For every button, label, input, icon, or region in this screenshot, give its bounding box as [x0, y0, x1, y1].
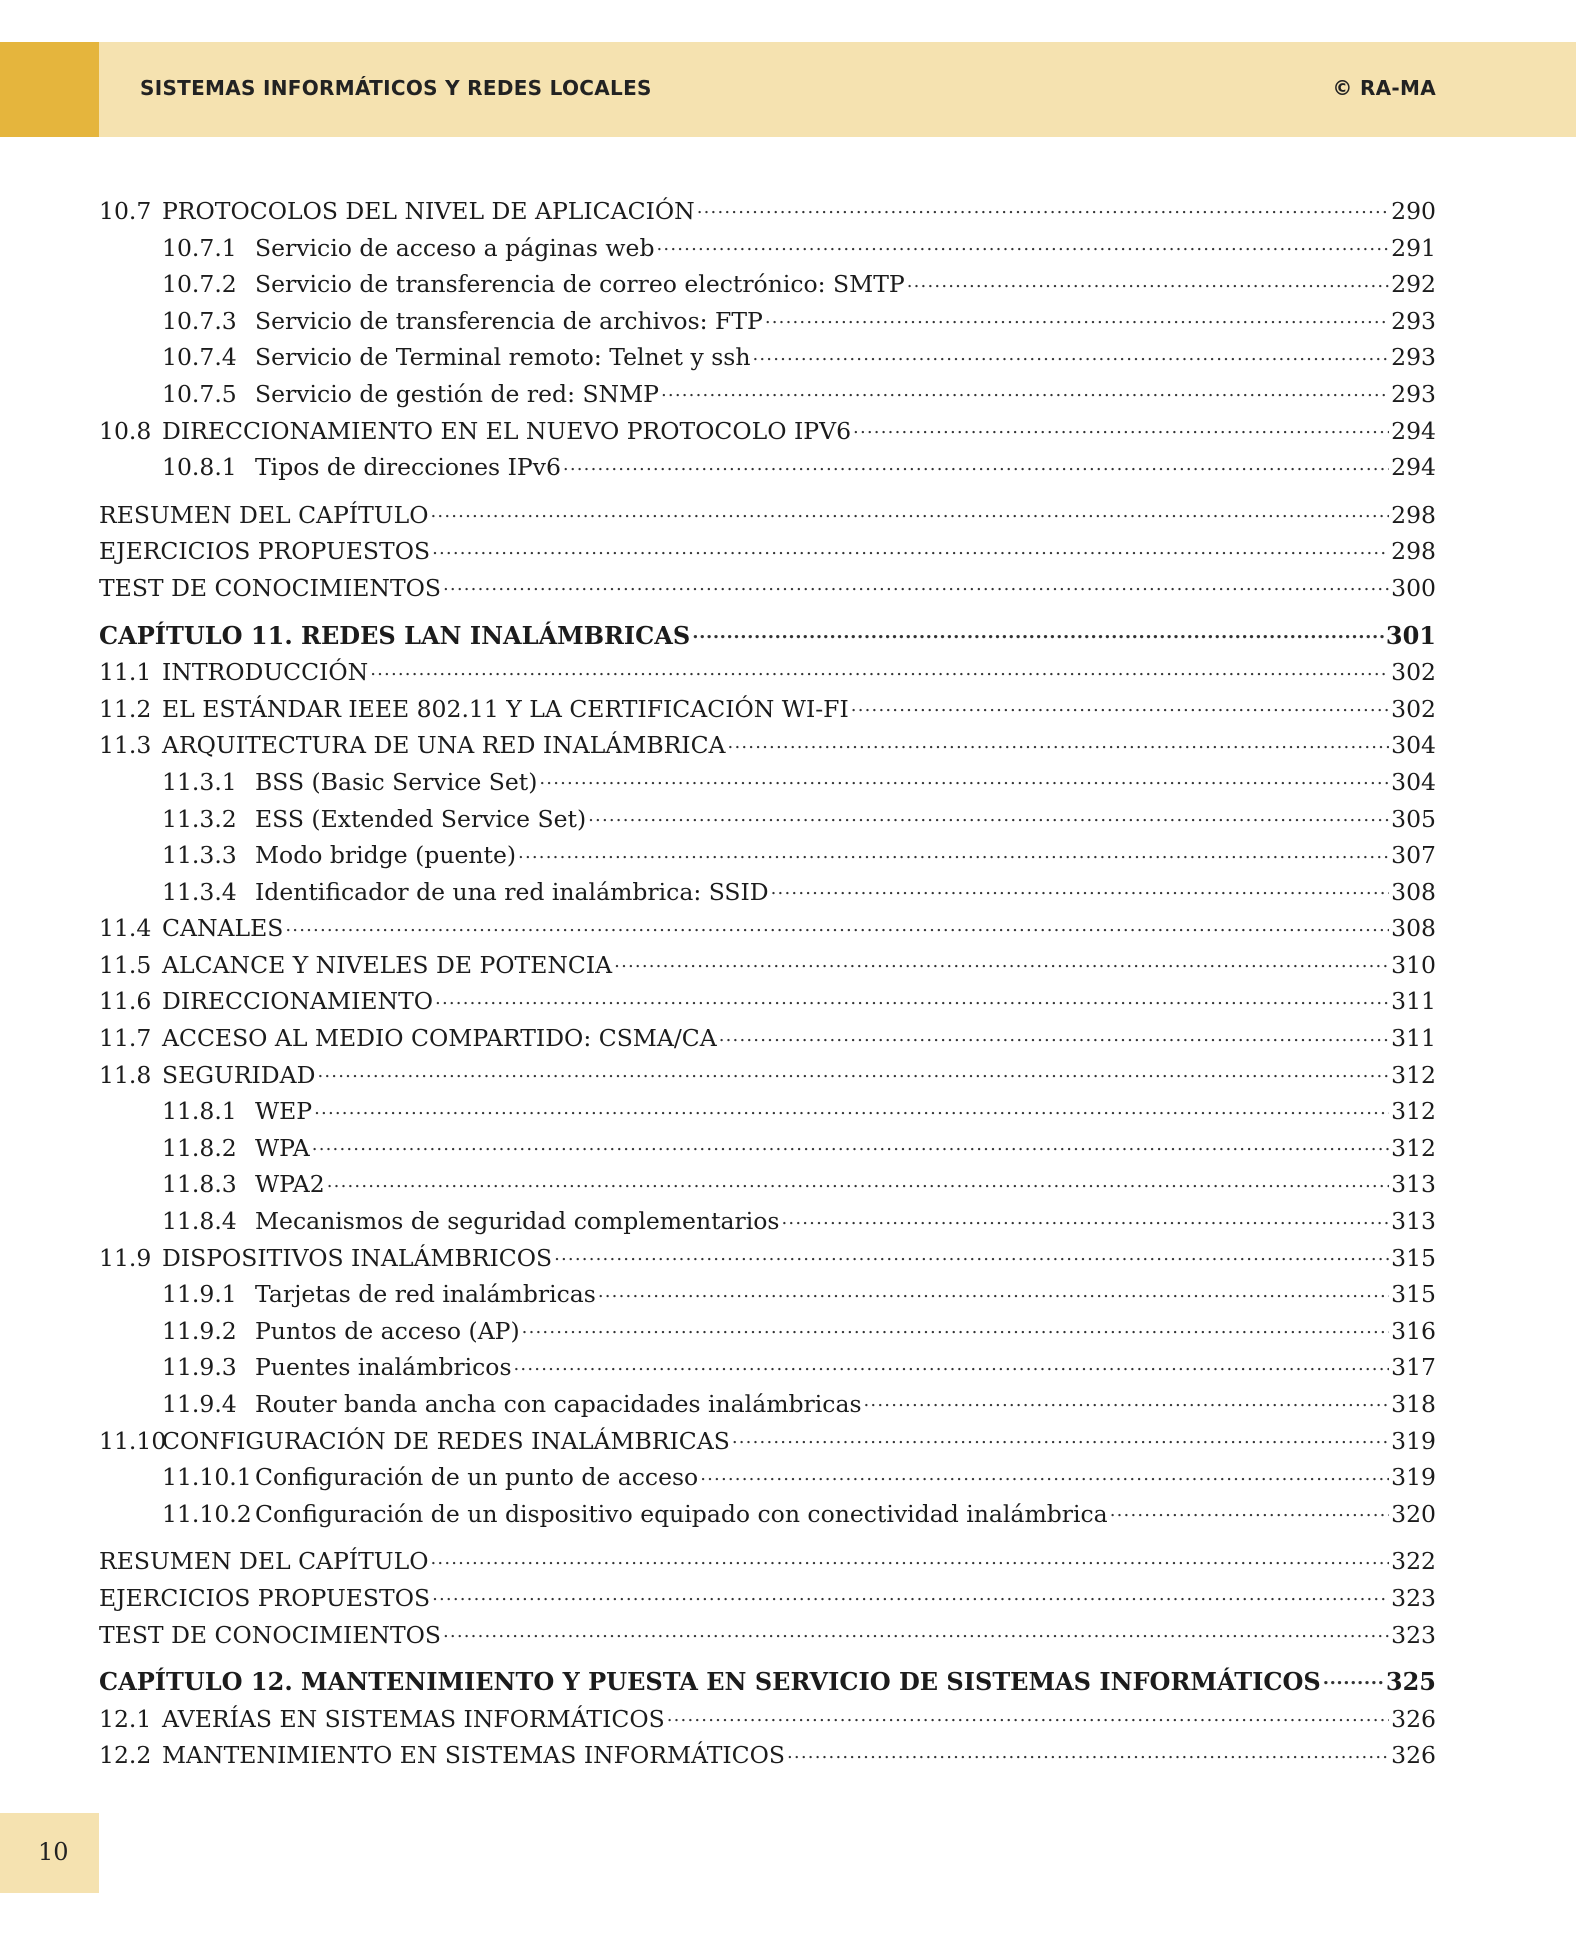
- toc-entry-title: Servicio de transferencia de archivos: FTP: [255, 306, 763, 335]
- toc-entry-page: 316: [1391, 1316, 1436, 1345]
- toc-entry-title: Router banda ancha con capacidades inalámbricas: [255, 1390, 862, 1418]
- toc-entry-title: EJERCICIOS PROPUESTOS: [99, 537, 431, 566]
- dot-leader: [432, 536, 1389, 560]
- toc-entry-title: Tipos de direcciones IPv6: [255, 453, 561, 482]
- toc-entry-title: Tarjetas de red inalámbricas: [255, 1280, 596, 1309]
- toc-entry[interactable]: [99, 1701, 1436, 1738]
- dot-leader: [787, 1740, 1389, 1764]
- toc-entry-page: 323: [1391, 1583, 1436, 1612]
- toc-entry-title: RESUMEN DEL CAPÍTULO: [99, 500, 429, 529]
- toc-entry-page: 298: [1391, 537, 1436, 566]
- toc-entry[interactable]: [99, 1617, 1436, 1654]
- toc-entry-number: 11.8.2: [162, 1133, 237, 1162]
- header-accent-tab: [0, 42, 99, 137]
- toc-entry-title: BSS (Basic Service Set): [255, 767, 538, 796]
- toc-entry-page: 315: [1391, 1243, 1436, 1272]
- toc-entry-title: MANTENIMIENTO EN SISTEMAS INFORMÁTICOS: [162, 1741, 786, 1770]
- toc-entry[interactable]: [99, 1276, 1436, 1313]
- toc-chapter-entry[interactable]: [99, 618, 1436, 655]
- toc-entry[interactable]: [99, 947, 1436, 984]
- toc-entry-page: 319: [1391, 1463, 1436, 1492]
- toc-entry[interactable]: [99, 1580, 1436, 1617]
- toc-entry[interactable]: [99, 1496, 1436, 1533]
- toc-entry-number: 11.1: [99, 658, 152, 687]
- toc-entry-number: 11.7: [99, 1024, 152, 1053]
- toc-entry-page: 320: [1391, 1499, 1436, 1528]
- toc-entry[interactable]: [99, 764, 1436, 801]
- dot-leader: [327, 1169, 1389, 1193]
- toc-entry-number: 11.3: [99, 731, 152, 760]
- toc-entry-title: Servicio de acceso a páginas web: [255, 233, 655, 262]
- toc-entry-title: INTRODUCCIÓN: [162, 658, 369, 687]
- dot-leader: [667, 1703, 1389, 1727]
- dot-leader: [853, 415, 1389, 439]
- toc-entry-number: 11.5: [99, 950, 152, 979]
- toc-entry[interactable]: [99, 497, 1436, 534]
- toc-entry-page: 312: [1391, 1060, 1436, 1089]
- toc-entry-title: RESUMEN DEL CAPÍTULO: [99, 1547, 429, 1576]
- toc-entry[interactable]: [99, 1543, 1436, 1580]
- toc-entry-title: Servicio de gestión de red: SNMP: [255, 379, 659, 408]
- toc-entry-title: EJERCICIOS PROPUESTOS: [99, 1583, 431, 1612]
- toc-entry-title: TEST DE CONOCIMIENTOS: [99, 1620, 441, 1649]
- toc-entry-title: DISPOSITIVOS INALÁMBRICOS: [162, 1243, 553, 1272]
- dot-leader: [752, 342, 1389, 366]
- toc-entry-number: 11.8.4: [162, 1207, 237, 1236]
- toc-entry-number: 10.7.2: [162, 270, 237, 299]
- toc-entry-page: 319: [1391, 1426, 1436, 1455]
- dot-leader: [782, 1206, 1390, 1230]
- toc-entry-page: 301: [1385, 620, 1436, 650]
- dot-leader: [907, 269, 1389, 293]
- toc-entry-page: 290: [1391, 197, 1436, 225]
- dot-leader: [443, 572, 1389, 596]
- toc-entry-title: DIRECCIONAMIENTO: [162, 987, 434, 1016]
- toc-entry[interactable]: [99, 691, 1436, 728]
- toc-entry-title: Puentes inalámbricos: [255, 1353, 512, 1382]
- toc-entry-title: WPA: [255, 1133, 310, 1162]
- toc-entry-page: 294: [1391, 453, 1436, 482]
- toc-entry[interactable]: [99, 376, 1436, 413]
- toc-entry-number: 11.3.2: [162, 804, 237, 833]
- toc-entry[interactable]: [99, 193, 1436, 230]
- toc-entry-number: 11.8.1: [162, 1097, 237, 1126]
- dot-leader: [370, 657, 1389, 681]
- toc-entry[interactable]: [99, 266, 1436, 303]
- toc-entry[interactable]: [99, 1313, 1436, 1350]
- dot-leader: [430, 499, 1389, 523]
- toc-entry-number: 11.9.1: [162, 1280, 237, 1309]
- toc-entry-page: 326: [1391, 1704, 1436, 1733]
- toc-entry-title: CAPÍTULO 12. MANTENIMIENTO Y PUESTA EN SERVICIO DE SISTEMAS INFORMÁTICOS: [99, 1667, 1321, 1697]
- running-header-title: SISTEMAS INFORMÁTICOS Y REDES LOCALES: [140, 76, 652, 100]
- toc-entry[interactable]: [99, 837, 1436, 874]
- toc-entry-number: 10.7: [99, 197, 152, 225]
- table-of-contents: [99, 193, 1436, 1774]
- toc-entry-title: Modo bridge (puente): [255, 841, 517, 870]
- toc-entry-page: 293: [1391, 379, 1436, 408]
- dot-leader: [728, 730, 1390, 754]
- dot-leader: [588, 803, 1389, 827]
- toc-entry[interactable]: [99, 983, 1436, 1020]
- toc-entry[interactable]: [99, 1423, 1436, 1460]
- toc-entry[interactable]: [99, 1240, 1436, 1277]
- toc-entry-page: 318: [1391, 1390, 1436, 1418]
- toc-entry-page: 313: [1391, 1170, 1436, 1199]
- toc-entry-title: WEP: [255, 1097, 313, 1126]
- toc-entry-title: SEGURIDAD: [162, 1060, 316, 1089]
- toc-entry-title: Identificador de una red inalámbrica: SSID: [255, 877, 769, 906]
- dot-leader: [765, 305, 1389, 329]
- toc-entry-title: ACCESO AL MEDIO COMPARTIDO: CSMA/CA: [162, 1024, 717, 1053]
- toc-entry-page: 291: [1391, 233, 1436, 262]
- toc-entry-title: TEST DE CONOCIMIENTOS: [99, 573, 441, 602]
- toc-entry-title: CANALES: [162, 914, 284, 943]
- toc-entry-number: 11.9.4: [162, 1390, 237, 1418]
- dot-leader: [312, 1132, 1389, 1156]
- toc-entry-page: 326: [1391, 1741, 1436, 1770]
- toc-entry[interactable]: [99, 533, 1436, 570]
- dot-leader: [539, 766, 1389, 790]
- toc-entry[interactable]: [99, 303, 1436, 340]
- dot-leader: [432, 1582, 1389, 1606]
- toc-entry-title: CONFIGURACIÓN DE REDES INALÁMBRICAS: [162, 1426, 730, 1455]
- dot-leader: [719, 1023, 1389, 1047]
- toc-entry-title: ARQUITECTURA DE UNA RED INALÁMBRICA: [162, 731, 726, 760]
- dot-leader: [864, 1389, 1390, 1413]
- running-header-publisher: © RA-MA: [1332, 76, 1436, 100]
- dot-leader: [430, 1546, 1389, 1570]
- dot-leader: [732, 1425, 1389, 1449]
- toc-chapter-entry[interactable]: [99, 1664, 1436, 1701]
- dot-leader: [443, 1619, 1389, 1643]
- page-number: 10: [38, 1838, 69, 1866]
- toc-entry[interactable]: [99, 413, 1436, 450]
- toc-entry[interactable]: [99, 654, 1436, 691]
- toc-entry-page: 302: [1391, 694, 1436, 723]
- toc-entry-title: AVERÍAS EN SISTEMAS INFORMÁTICOS: [162, 1704, 665, 1733]
- toc-entry-page: 307: [1391, 841, 1436, 870]
- dot-leader: [314, 1096, 1389, 1120]
- toc-entry[interactable]: [99, 1737, 1436, 1774]
- toc-entry-page: 292: [1391, 270, 1436, 299]
- dot-leader: [554, 1242, 1389, 1266]
- toc-entry-page: 305: [1391, 804, 1436, 833]
- toc-entry-page: 300: [1391, 573, 1436, 602]
- toc-entry[interactable]: [99, 1203, 1436, 1240]
- toc-entry-number: 11.3.3: [162, 841, 237, 870]
- toc-entry-page: 293: [1391, 343, 1436, 372]
- toc-entry-number: 10.8: [99, 416, 152, 445]
- toc-entry[interactable]: [99, 1349, 1436, 1386]
- dot-leader: [1323, 1666, 1384, 1690]
- dot-leader: [692, 620, 1384, 644]
- toc-entry-number: 11.3.1: [162, 767, 237, 796]
- toc-entry-number: 11.6: [99, 987, 152, 1016]
- toc-entry-number: 11.9.2: [162, 1316, 237, 1345]
- toc-entry-page: 317: [1391, 1353, 1436, 1382]
- toc-entry[interactable]: [99, 449, 1436, 486]
- dot-leader: [563, 452, 1389, 476]
- toc-entry-page: 308: [1391, 914, 1436, 943]
- toc-entry-title: Configuración de un dispositivo equipado con conectividad inalámbrica: [255, 1499, 1108, 1528]
- toc-entry-number: 10.7.3: [162, 306, 237, 335]
- dot-leader: [285, 913, 1389, 937]
- toc-entry-page: 304: [1391, 767, 1436, 796]
- toc-entry-number: 11.9: [99, 1243, 152, 1272]
- toc-entry-page: 310: [1391, 950, 1436, 979]
- dot-leader: [518, 840, 1389, 864]
- toc-entry-title: EL ESTÁNDAR IEEE 802.11 Y LA CERTIFICACIÓN WI-FI: [162, 694, 849, 723]
- dot-leader: [514, 1352, 1390, 1376]
- toc-entry-number: 11.8: [99, 1060, 152, 1089]
- toc-entry[interactable]: [99, 1386, 1436, 1423]
- dot-leader: [598, 1279, 1389, 1303]
- toc-entry[interactable]: [99, 727, 1436, 764]
- toc-entry-page: 311: [1391, 1024, 1436, 1053]
- toc-entry[interactable]: [99, 1130, 1436, 1167]
- toc-entry-page: 325: [1385, 1667, 1436, 1697]
- dot-leader: [317, 1059, 1389, 1083]
- toc-entry-page: 304: [1391, 731, 1436, 760]
- toc-entry-number: 12.1: [99, 1704, 152, 1733]
- toc-entry-page: 302: [1391, 658, 1436, 687]
- dot-leader: [522, 1315, 1389, 1339]
- toc-entry-page: 315: [1391, 1280, 1436, 1309]
- toc-entry-title: ESS (Extended Service Set): [255, 804, 587, 833]
- toc-entry-page: 323: [1391, 1620, 1436, 1649]
- toc-entry[interactable]: [99, 1020, 1436, 1057]
- toc-entry-title: Servicio de transferencia de correo electrónico: SMTP: [255, 270, 905, 299]
- dot-leader: [657, 232, 1390, 256]
- toc-entry-title: DIRECCIONAMIENTO EN EL NUEVO PROTOCOLO IPV6: [162, 416, 852, 445]
- toc-entry-number: 11.9.3: [162, 1353, 237, 1382]
- toc-entry-number: 10.7.5: [162, 379, 237, 408]
- toc-entry-page: 294: [1391, 416, 1436, 445]
- toc-entry-number: 11.10.1: [162, 1463, 252, 1492]
- toc-entry-page: 322: [1391, 1547, 1436, 1576]
- toc-entry[interactable]: [99, 801, 1436, 838]
- toc-entry-title: Configuración de un punto de acceso: [255, 1463, 699, 1492]
- toc-entry[interactable]: [99, 230, 1436, 267]
- toc-entry[interactable]: [99, 910, 1436, 947]
- dot-leader: [661, 378, 1389, 402]
- toc-entry-number: 11.3.4: [162, 877, 237, 906]
- toc-entry-number: 10.8.1: [162, 453, 237, 482]
- toc-entry-title: ALCANCE Y NIVELES DE POTENCIA: [162, 950, 613, 979]
- toc-entry-number: 11.2: [99, 694, 152, 723]
- dot-leader: [614, 949, 1389, 973]
- toc-entry-title: Puntos de acceso (AP): [255, 1316, 520, 1345]
- dot-leader: [697, 196, 1389, 220]
- dot-leader: [771, 876, 1390, 900]
- toc-entry-number: 12.2: [99, 1741, 152, 1770]
- toc-entry-number: 11.8.3: [162, 1170, 237, 1199]
- toc-entry-page: 312: [1391, 1097, 1436, 1126]
- toc-entry-page: 308: [1391, 877, 1436, 906]
- toc-entry-page: 293: [1391, 306, 1436, 335]
- toc-entry[interactable]: [99, 1057, 1436, 1094]
- toc-entry[interactable]: [99, 1459, 1436, 1496]
- dot-leader: [700, 1462, 1389, 1486]
- toc-entry-number: 11.10: [99, 1426, 167, 1455]
- toc-entry-page: 313: [1391, 1207, 1436, 1236]
- toc-entry-page: 312: [1391, 1133, 1436, 1162]
- toc-entry-page: 311: [1391, 987, 1436, 1016]
- toc-entry-title: WPA2: [255, 1170, 325, 1199]
- toc-entry[interactable]: [99, 874, 1436, 911]
- toc-entry-title: Servicio de Terminal remoto: Telnet y ssh: [255, 343, 751, 372]
- toc-entry-number: 11.10.2: [162, 1499, 252, 1528]
- dot-leader: [1110, 1498, 1389, 1522]
- toc-entry-page: 298: [1391, 500, 1436, 529]
- toc-entry-number: 10.7.4: [162, 343, 237, 372]
- dot-leader: [435, 986, 1389, 1010]
- toc-entry-title: CAPÍTULO 11. REDES LAN INALÁMBRICAS: [99, 620, 691, 650]
- toc-entry-title: Mecanismos de seguridad complementarios: [255, 1207, 780, 1236]
- toc-entry[interactable]: [99, 339, 1436, 376]
- toc-entry[interactable]: [99, 1093, 1436, 1130]
- toc-entry-title: PROTOCOLOS DEL NIVEL DE APLICACIÓN: [162, 197, 695, 225]
- toc-entry[interactable]: [99, 570, 1436, 607]
- toc-entry-number: 11.4: [99, 914, 152, 943]
- toc-entry-number: 10.7.1: [162, 233, 237, 262]
- dot-leader: [851, 693, 1389, 717]
- toc-entry[interactable]: [99, 1166, 1436, 1203]
